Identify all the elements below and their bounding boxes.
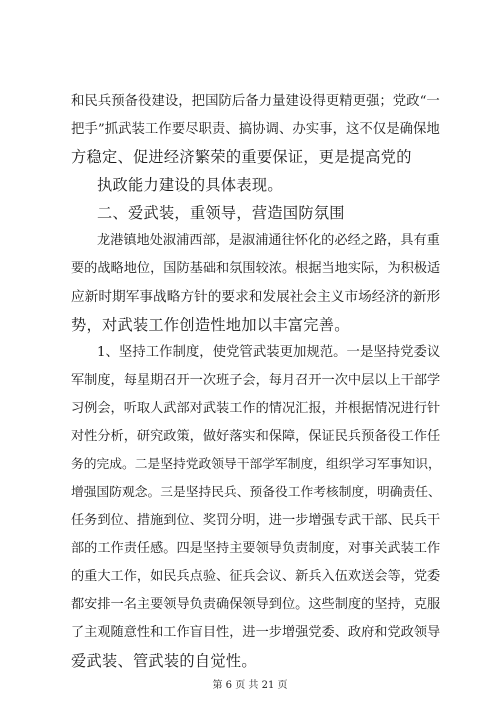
body-text-line: 军制度，每星期召开一次班子会，每月召开一次中层以上干部学	[71, 373, 441, 388]
body-text-line: 习例会，听取人武部对武装工作的情况汇报，并根据情况进行针	[71, 401, 441, 416]
page-number-footer: 第 6 页 共 21 页	[212, 680, 288, 691]
body-text-line: 都安排一名主要领导负责确保领导到位。这些制度的坚持，克服	[71, 597, 441, 612]
body-text-line: 爱武装、管武装的自觉性。	[71, 652, 257, 670]
body-text-line: 任务到位、措施到位、奖罚分明，进一步增强专武干部、民兵干	[71, 513, 441, 528]
body-text-line: 把手”抓武装工作要尽职责、搞协调、办实事，这不仅是确保地	[71, 122, 440, 137]
body-text-line: 部的工作责任感。四是坚持主要领导负责制度，对事关武装工作	[71, 541, 441, 556]
body-text-line: 应新时期军事战略方针的要求和发展社会主义市场经济的新形	[71, 289, 441, 305]
body-text-line: 方稳定、促进经济繁荣的重要保证，更是提高党的	[71, 148, 412, 166]
body-text-line: 了主观随意性和工作盲目性，进一步增强党委、政府和党政领导	[71, 625, 441, 640]
body-text-line: 要的战略地位，国防基础和氛围较浓。根据当地实际，为积极适	[71, 261, 441, 276]
body-text-line: 的重大工作，如民兵点验、征兵会议、新兵入伍欢送会等，党委	[71, 569, 441, 584]
section-heading: 二、爱武装，重领导，营造国防氛围	[97, 204, 345, 222]
body-text-line: 对性分析，研究政策，做好落实和保障，保证民兵预备役工作任	[71, 429, 441, 444]
body-text-line: 增强国防观念。三是坚持民兵、预备役工作考核制度，明确责任、	[71, 485, 441, 500]
body-text-line: 势，对武装工作创造性地加以丰富完善。	[71, 316, 350, 334]
body-text-line: 1、坚持工作制度，使党管武装更加规范。一是坚持党委议	[97, 345, 441, 360]
body-text-line: 和民兵预备役建设，把国防后备力量建设得更精更强；党政“一	[71, 94, 440, 109]
body-text-line: 务的完成。二是坚持党政领导干部学军制度，组织学习军事知识，	[71, 457, 441, 472]
body-text-line: 龙港镇地处淑浦西部，是淑浦通往怀化的必经之路，具有重	[97, 233, 440, 248]
body-text-line: 执政能力建设的具体表现。	[97, 176, 283, 194]
